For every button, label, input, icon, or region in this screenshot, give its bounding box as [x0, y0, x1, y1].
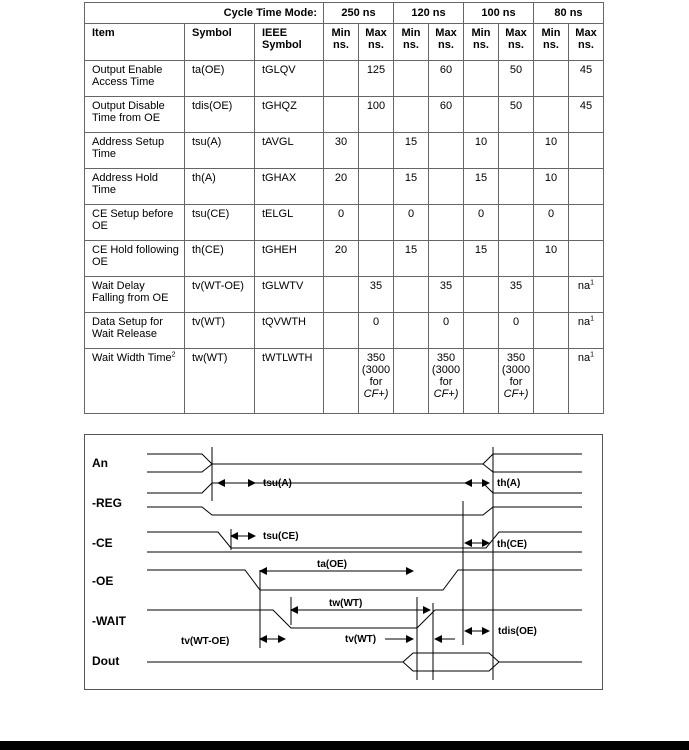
cell: 50 [499, 97, 534, 133]
row-symbol: tv(WT) [185, 313, 255, 349]
wait-width-cf: CF+) [363, 388, 389, 400]
cell: 10 [534, 241, 569, 277]
cell [359, 241, 394, 277]
cell: 0 [394, 205, 429, 241]
cell [499, 133, 534, 169]
mode-row [85, 3, 604, 24]
cell [464, 349, 499, 414]
wait-width-paren: (3000 [501, 364, 531, 376]
cell: 35 [499, 277, 534, 313]
wait-width-for: for [369, 376, 383, 388]
row-item: CE Hold following OE [85, 241, 185, 277]
cell: 20 [324, 169, 359, 205]
row-item-text: Wait Width Time [92, 352, 172, 364]
cell: 10 [534, 133, 569, 169]
row-symbol: tsu(A) [185, 133, 255, 169]
signal-label-an: An [92, 456, 108, 470]
row-ieee: tGHAX [255, 169, 324, 205]
cell-na-text: na [577, 316, 591, 328]
cell: 35 [429, 277, 464, 313]
row-symbol: tw(WT) [185, 349, 255, 414]
row-item: Output Enable Access Time [85, 61, 185, 97]
label-tv-wt-oe: tv(WT-OE) [181, 636, 230, 647]
header-min: Min ns. [464, 24, 499, 61]
label-th-a: th(A) [497, 478, 521, 489]
cell: 15 [394, 133, 429, 169]
cell [499, 169, 534, 205]
cell [534, 277, 569, 313]
cell: 45 [569, 97, 604, 133]
label-tsu-a: tsu(A) [263, 478, 292, 489]
cell [429, 241, 464, 277]
row-ieee: tAVGL [255, 133, 324, 169]
timing-diagram [84, 434, 603, 690]
signal-label-wait: -WAIT [92, 614, 126, 628]
cell-wait-width [499, 349, 534, 414]
cell [569, 133, 604, 169]
header-max: Max ns. [359, 24, 394, 61]
table-row [85, 277, 604, 313]
header-min: Min ns. [394, 24, 429, 61]
cell-na-text: na [577, 352, 591, 364]
table-row [85, 169, 604, 205]
header-row [85, 24, 604, 61]
wait-width-value: 350 [436, 352, 456, 364]
cell: 50 [499, 61, 534, 97]
table-row [85, 313, 604, 349]
row-ieee: tGHEH [255, 241, 324, 277]
cell [324, 97, 359, 133]
cell [534, 349, 569, 414]
cell: 0 [499, 313, 534, 349]
cell [534, 97, 569, 133]
cell: 10 [464, 133, 499, 169]
row-item: Data Setup for Wait Release [85, 313, 185, 349]
cell [429, 169, 464, 205]
cell [394, 97, 429, 133]
header-item: Item [85, 24, 185, 61]
cell [534, 61, 569, 97]
cell-wait-width [359, 349, 394, 414]
cell: 15 [464, 241, 499, 277]
cell: 125 [359, 61, 394, 97]
cell: 15 [464, 169, 499, 205]
cell: 10 [534, 169, 569, 205]
footnote-ref: 1 [590, 315, 595, 323]
table-row [85, 349, 604, 414]
footnote-ref: 2 [171, 351, 176, 359]
oe-waveform [147, 570, 582, 590]
row-ieee: tGHQZ [255, 97, 324, 133]
cell [429, 133, 464, 169]
header-max: Max ns. [429, 24, 464, 61]
timing-table [84, 2, 604, 414]
table-row [85, 133, 604, 169]
row-ieee: tELGL [255, 205, 324, 241]
row-symbol: th(CE) [185, 241, 255, 277]
row-item: Output Disable Time from OE [85, 97, 185, 133]
header-max: Max ns. [499, 24, 534, 61]
cell: 60 [429, 61, 464, 97]
header-symbol: Symbol [185, 24, 255, 61]
cell: 20 [324, 241, 359, 277]
row-symbol: th(A) [185, 169, 255, 205]
reg-waveform-low [147, 507, 582, 515]
table-row [85, 241, 604, 277]
wait-width-paren: (3000 [361, 364, 391, 376]
cell [394, 313, 429, 349]
row-ieee: tGLQV [255, 61, 324, 97]
wait-width-value: 350 [506, 352, 526, 364]
row-item: Address Setup Time [85, 133, 185, 169]
label-tv-wt: tv(WT) [345, 634, 377, 645]
cell: 30 [324, 133, 359, 169]
row-ieee: tGLWTV [255, 277, 324, 313]
cell: 0 [464, 205, 499, 241]
row-symbol: tv(WT-OE) [185, 277, 255, 313]
label-ta-oe: ta(OE) [317, 559, 347, 570]
label-tdis-oe: tdis(OE) [498, 626, 537, 637]
cell: 0 [429, 313, 464, 349]
cell: 0 [324, 205, 359, 241]
mode-120: 120 ns [394, 3, 464, 24]
cell: 45 [569, 61, 604, 97]
mode-label: Cycle Time Mode: [85, 3, 324, 24]
cell: 15 [394, 241, 429, 277]
cell [394, 277, 429, 313]
cell [324, 313, 359, 349]
waveforms [85, 435, 602, 689]
row-symbol: tsu(CE) [185, 205, 255, 241]
mode-80: 80 ns [534, 3, 604, 24]
cell [394, 61, 429, 97]
wait-width-value: 350 [366, 352, 386, 364]
cell [569, 169, 604, 205]
cell: 15 [394, 169, 429, 205]
wait-width-paren: (3000 [431, 364, 461, 376]
cell [534, 313, 569, 349]
signal-label-ce: -CE [92, 536, 113, 550]
cell [464, 61, 499, 97]
signal-label-oe: -OE [92, 574, 114, 588]
cell-na [569, 349, 604, 414]
row-symbol: tdis(OE) [185, 97, 255, 133]
signal-label-reg: -REG [92, 496, 122, 510]
footnote-ref: 1 [590, 351, 595, 359]
label-th-ce: th(CE) [497, 539, 527, 550]
table-row [85, 205, 604, 241]
cell-na [569, 313, 604, 349]
cell-wait-width [429, 349, 464, 414]
row-ieee: tQVWTH [255, 313, 324, 349]
label-tw-wt: tw(WT) [329, 598, 363, 609]
cell [499, 241, 534, 277]
row-item [85, 349, 185, 414]
table-row [85, 61, 604, 97]
cell [464, 277, 499, 313]
cell [324, 277, 359, 313]
cell: 100 [359, 97, 394, 133]
cell-na [569, 277, 604, 313]
cell [359, 133, 394, 169]
cell [359, 169, 394, 205]
header-max: Max ns. [569, 24, 604, 61]
label-tsu-ce: tsu(CE) [263, 531, 299, 542]
row-symbol: ta(OE) [185, 61, 255, 97]
table-row [85, 97, 604, 133]
cell: 35 [359, 277, 394, 313]
mode-250: 250 ns [324, 3, 394, 24]
wait-width-for: for [509, 376, 523, 388]
cell: 0 [534, 205, 569, 241]
row-item: Wait Delay Falling from OE [85, 277, 185, 313]
cell [394, 349, 429, 414]
row-ieee: tWTLWTH [255, 349, 324, 414]
header-min: Min ns. [534, 24, 569, 61]
cell [464, 313, 499, 349]
cell: 60 [429, 97, 464, 133]
cell [324, 61, 359, 97]
wait-width-cf: CF+) [433, 388, 459, 400]
mode-100: 100 ns [464, 3, 534, 24]
cell [429, 205, 464, 241]
row-item: Address Hold Time [85, 169, 185, 205]
header-ieee: IEEE Symbol [255, 24, 324, 61]
wait-width-for: for [439, 376, 453, 388]
cell: 0 [359, 313, 394, 349]
cell [359, 205, 394, 241]
cell-na-text: na [577, 280, 591, 292]
row-item: CE Setup before OE [85, 205, 185, 241]
cell [569, 205, 604, 241]
wait-width-cf: CF+) [503, 388, 529, 400]
page-footer-bar [0, 741, 689, 750]
cell [464, 97, 499, 133]
cell [569, 241, 604, 277]
signal-label-dout: Dout [92, 654, 120, 668]
cell [324, 349, 359, 414]
footnote-ref: 1 [590, 279, 595, 287]
cell [499, 205, 534, 241]
header-min: Min ns. [324, 24, 359, 61]
